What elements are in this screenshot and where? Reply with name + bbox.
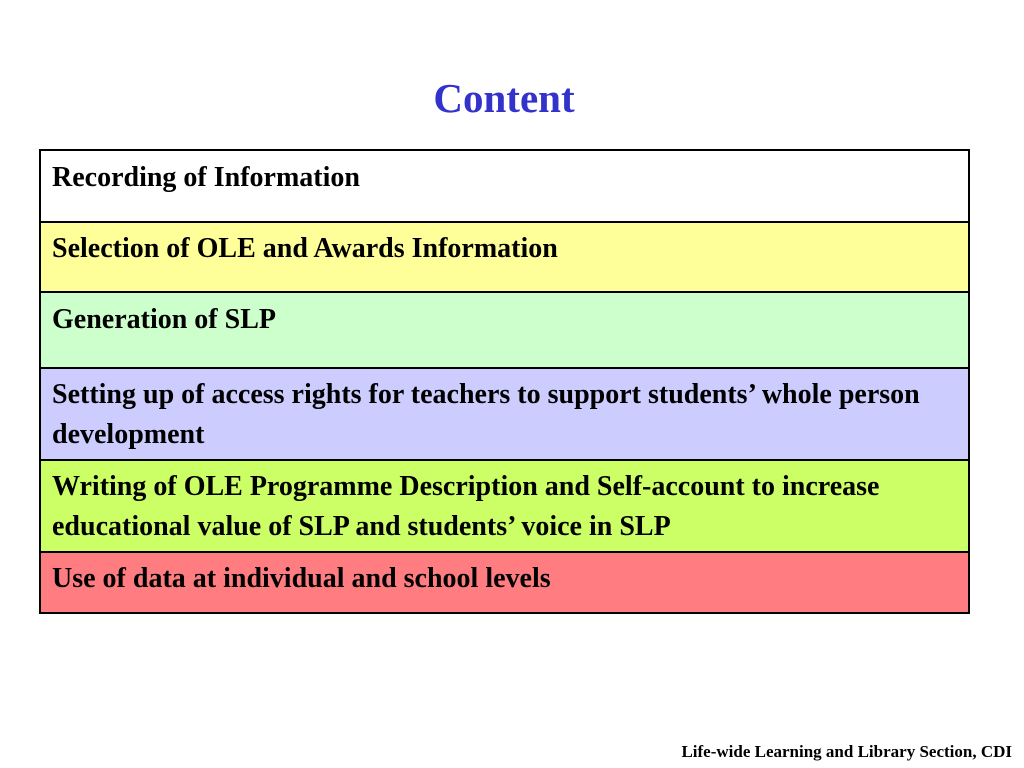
content-row-data-use: Use of data at individual and school levels [41, 551, 968, 612]
content-table [39, 149, 970, 614]
slide-title: Content [433, 75, 575, 121]
content-row-generation: Generation of SLP [41, 291, 968, 367]
content-row-selection: Selection of OLE and Awards Information [41, 221, 968, 291]
footer-credit: Life-wide Learning and Library Section, CDI [681, 742, 1012, 761]
content-row-recording: Recording of Information [41, 151, 968, 221]
content-row-access-rights: Setting up of access rights for teachers to support students’ whole person development [41, 367, 968, 459]
content-row-writing: Writing of OLE Programme Description and Self-account to increase educational value of SLP and students’ voice in SLP [41, 459, 968, 551]
